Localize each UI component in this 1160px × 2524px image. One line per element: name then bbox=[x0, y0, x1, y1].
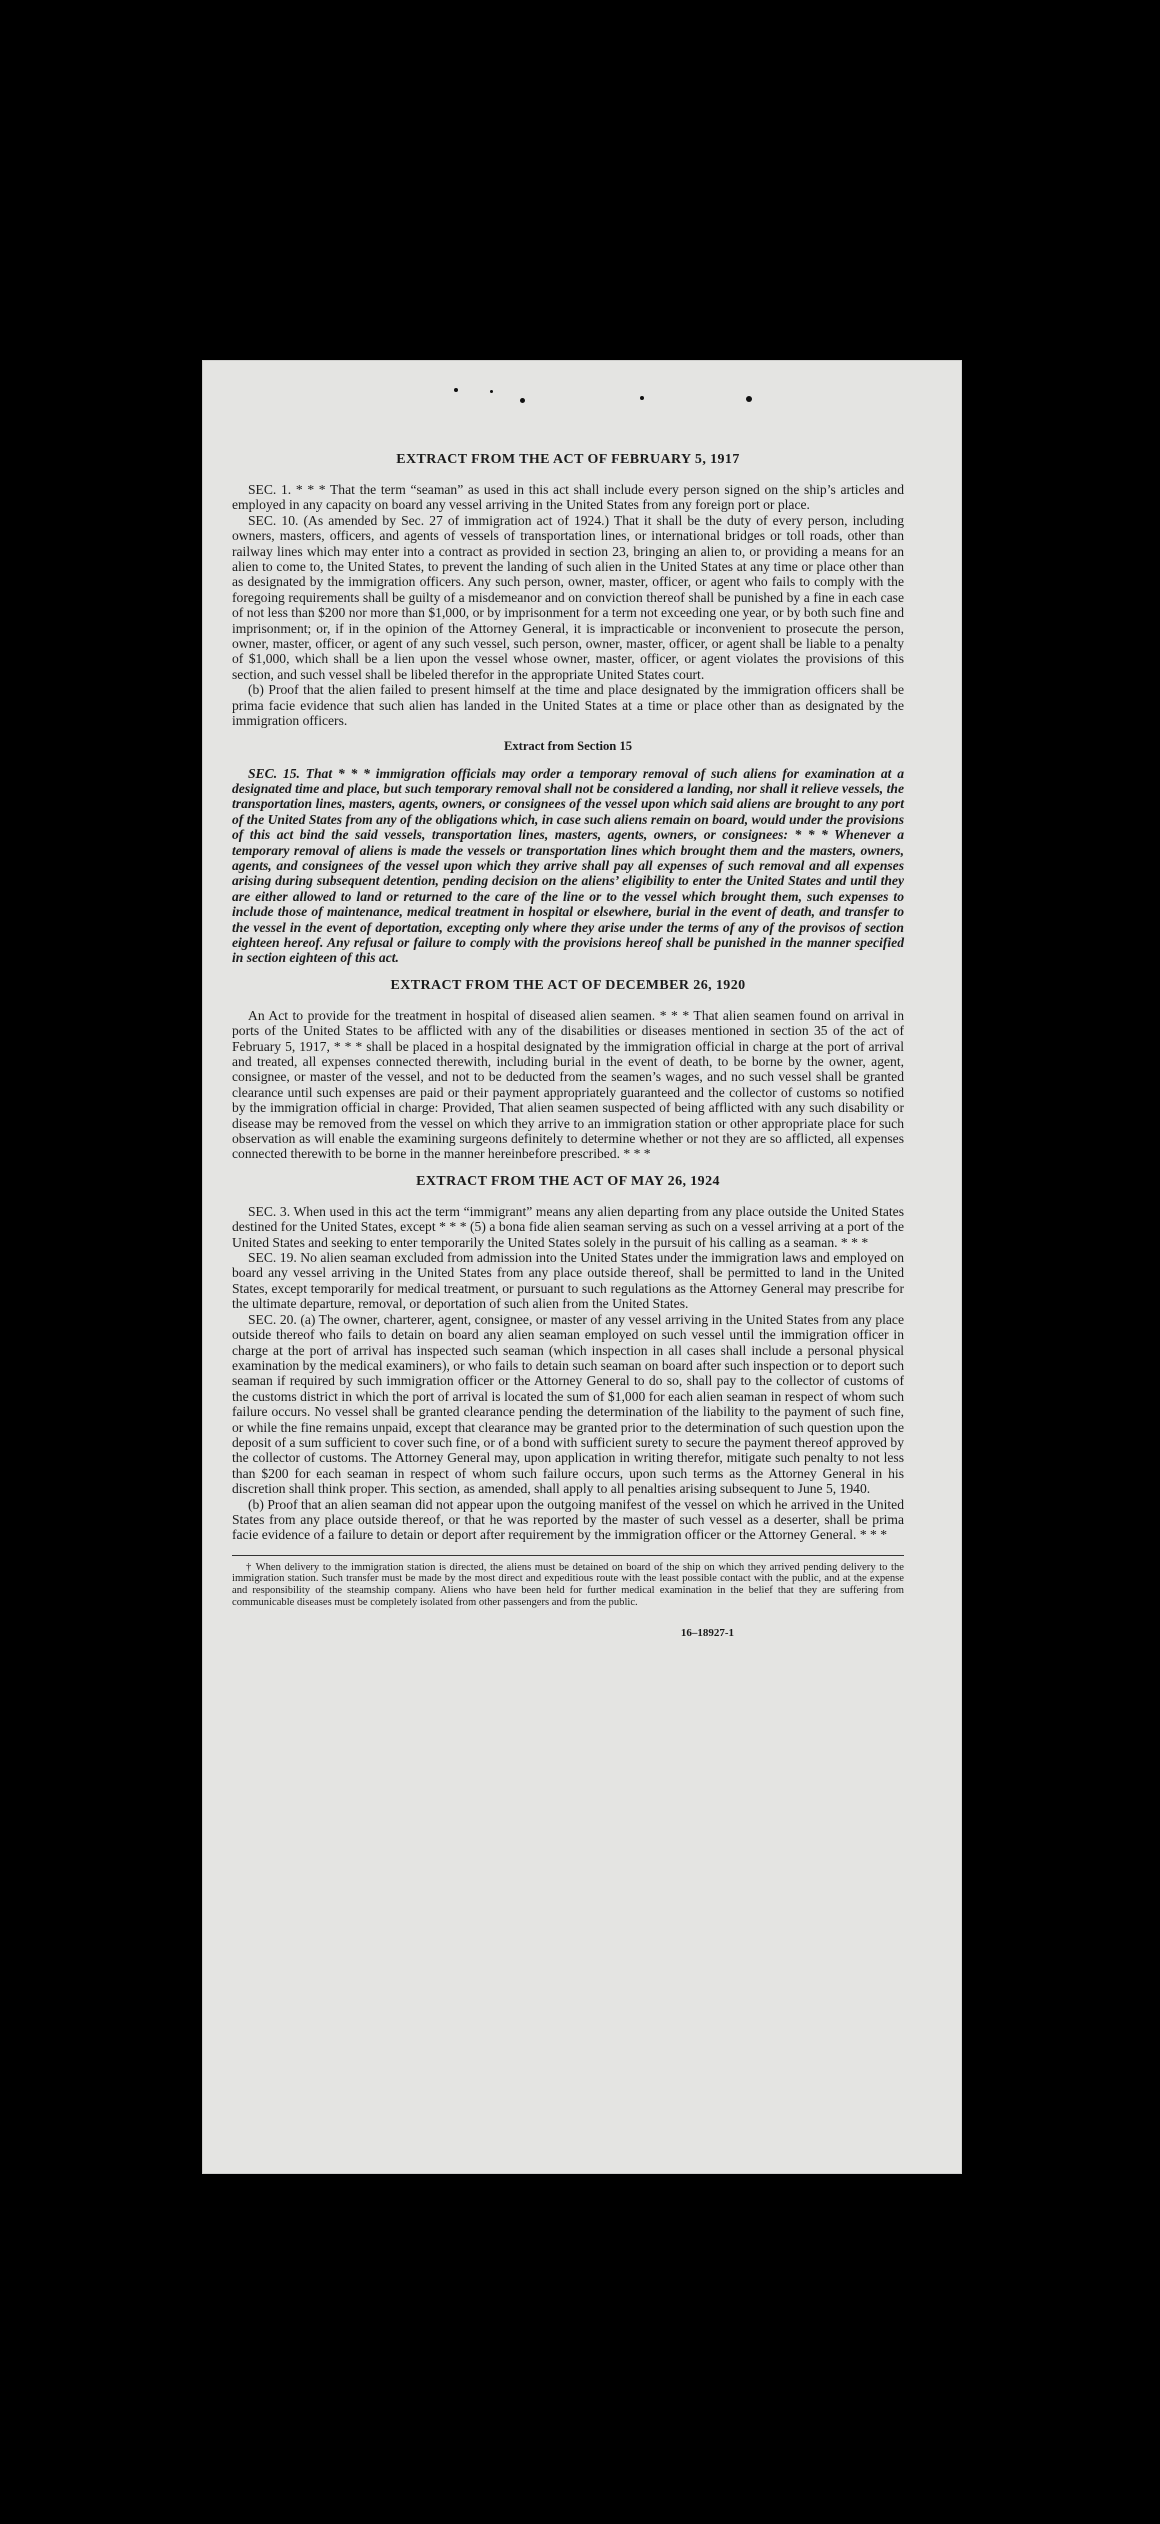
document-body bbox=[232, 452, 904, 1642]
paragraph: SEC. 3. When used in this act the term “immigrant” means any alien departing from any place outside the United States destined for the United States, except * * * (5) a bona fide alien seaman serving as such on a vessel arriving at a port of the United States and seeking to enter temporarily the United States solely in the pursuit of his calling as a seaman. * * * bbox=[232, 1203, 904, 1250]
paragraph: SEC. 15. That * * * immigration officials may order a temporary removal of such aliens for examination at a designated time and place, but such temporary removal shall not be considered a landing, nor shall it relieve vessels, the transportation lines, masters, agents, owners, or consignees of the vessel upon which said aliens are brought to any port of the United States from any of the obligations which, in case such aliens remain on board, would under the provisions of this act bind the said vessels, transportation lines, masters, agents, owners, or consignees: * * * Whenever a temporary removal of aliens is made the vessels or transportation lines which brought them and the masters, owners, agents, and consignees of the vessel upon which they arrive shall pay all expenses of such removal and all expenses arising during subsequent detention, pending decision on the aliens’ eligibility to enter the United States and until they are either allowed to land or returned to the care of the line or to the vessel which brought them, such expenses to include those of maintenance, medical treatment in hospital or elsewhere, burial in the event of death, and transfer to the vessel in the event of deportation, excepting only where they arise under the terms of any of the provisos of section eighteen hereof. Any refusal or failure to comply with the provisions hereof shall be punished in the manner specified in section eighteen of this act. bbox=[232, 765, 904, 966]
italic-extract bbox=[232, 766, 904, 966]
section-heading: EXTRACT FROM THE ACT OF DECEMBER 26, 1920 bbox=[390, 977, 746, 993]
paragraph: (b) Proof that an alien seaman did not appear upon the outgoing manifest of the vessel on which he arrived in the United States from any place outside thereof, or that he was reported by the master of such vessel as a deserter, shall be prima facie evidence of a failure to detain or deport after requirement by the immigration officer or the Attorney General. * * * bbox=[232, 1496, 904, 1543]
punch-hole bbox=[490, 390, 493, 393]
paragraph: SEC. 19. No alien seaman excluded from admission into the United States under the immigration laws and employed on board any vessel arriving in the United States from any place outside thereof, shall be permitted to land in the United States, except temporarily for medical treatment, or pursuant to such regulations as the Attorney General may prescribe for the ultimate departure, removal, or deportation of such alien from the United States. bbox=[232, 1250, 904, 1312]
punch-hole bbox=[640, 396, 644, 400]
form-number: 16–18927-1 bbox=[680, 1627, 734, 1640]
paragraph: (b) Proof that the alien failed to present himself at the time and place designated by the immigration officers shall be prima facie evidence that such alien has landed in the United States at a time or place other than as designated by the immigration officers. bbox=[232, 682, 904, 729]
paragraph: SEC. 10. (As amended by Sec. 27 of immigration act of 1924.) That it shall be the duty of every person, including owners, masters, officers, and agents of vessels of transportation lines, or international bridges or toll roads, other than railway lines which may enter into a contract as provided in section 23, bringing an alien to, or providing a means for an alien to come to, the United States, to prevent the landing of such alien in the United States at any time or place other than as designated by the immigration officers. Any such person, owner, master, officer, or agent who fails to comply with the foregoing requirements shall be guilty of a misdemeanor and on conviction thereof shall be punished by a fine in each case of not less than $200 nor more than $1,000, or by imprisonment for a term not exceeding one year, or by both such fine and imprisonment; or, if in the opinion of the Attorney General, it is impracticable or inconvenient to prosecute the person, owner, master, officer, or agent of any such vessel, such person, owner, master, officer, or agent shall be liable to a penalty of $1,000, which shall be a lien upon the vessel whose owner, master, officer, or agent violates the provisions of this section, and such vessel shall be libeled therefor in the appropriate United States court. bbox=[232, 512, 904, 682]
document-page bbox=[202, 360, 962, 2174]
punch-hole bbox=[520, 398, 525, 403]
paragraph: SEC. 1. * * * That the term “seaman” as used in this act shall include every person signed on the ship’s articles and employed in any capacity on board any vessel arriving in the United States from any foreign port or place. bbox=[232, 482, 904, 513]
section-subheading: Extract from Section 15 bbox=[503, 738, 633, 753]
paragraph: An Act to provide for the treatment in hospital of diseased alien seamen. * * * That alien seamen found on arrival in ports of the United States to be afflicted with any of the disabilities or diseases mentioned in section 35 of the act of February 5, 1917, * * * shall be placed in a hospital designated by the immigration official in charge at the port of arrival and treated, all expenses connected therewith, including burial in the event of death, to be borne by the owner, agent, consignee, or master of the vessel, and not to be deducted from the seamen’s wages, and no such vessel shall be granted clearance until such expenses are paid or their payment appropriately guaranteed and the collector of customs so notified by the immigration official in charge: Provided, That alien seamen suspected of being afflicted with any such disability or disease may be removed from the vessel on which they arrive to an immigration station or other appropriate place for such observation as will enable the examining surgeons definitely to determine whether or not they are so afflicted, all expenses connected therewith to be borne in the manner hereinbefore prescribed. * * * bbox=[232, 1007, 904, 1162]
punch-hole bbox=[746, 396, 752, 402]
punch-hole bbox=[454, 388, 458, 392]
section-heading: EXTRACT FROM THE ACT OF FEBRUARY 5, 1917 bbox=[396, 452, 740, 467]
paragraph: SEC. 20. (a) The owner, charterer, agent, consignee, or master of any vessel arriving in the United States from any place outside thereof who fails to detain on board any alien seaman employed on such vessel until the immigration officer in charge at the port of arrival has inspected such seaman (which inspection in all cases shall include a personal physical examination by the medical examiners), or who fails to detain such seaman on board after such inspection or to deport such seaman if required by such immigration officer or the Attorney General to do so, shall pay to the collector of customs of the customs district in which the port of arrival is located the sum of $1,000 for each alien seaman in respect of whom such failure occurs. No vessel shall be granted clearance pending the determination of the liability to the payment of such fine, or while the fine remains unpaid, except that clearance may be granted prior to the determination of such question upon the deposit of a sum sufficient to cover such fine, or of a bond with sufficient surety to secure the payment thereof approved by the collector of customs. The Attorney General may, upon application in writing therefor, mitigate such penalty to not less than $200 for each seaman in respect of whom such failure occurs, upon such terms as the Attorney General in his discretion shall think proper. This section, as amended, shall apply to all penalties arising subsequent to June 5, 1940. bbox=[232, 1311, 904, 1497]
section-heading: EXTRACT FROM THE ACT OF MAY 26, 1924 bbox=[416, 1173, 720, 1189]
footnote: † When delivery to the immigration station is directed, the aliens must be detained on board of the ship on which they arrived pending delivery to the immigration station. Such transfer must be made by the most direct and expeditious route with the least possible contact with the public, and at the expense and responsibility of the steamship company. Aliens who have been held for further medical examination in the belief that they are suffering from communicable diseases must be completely isolated from other passengers and from the public. bbox=[232, 1555, 904, 1608]
